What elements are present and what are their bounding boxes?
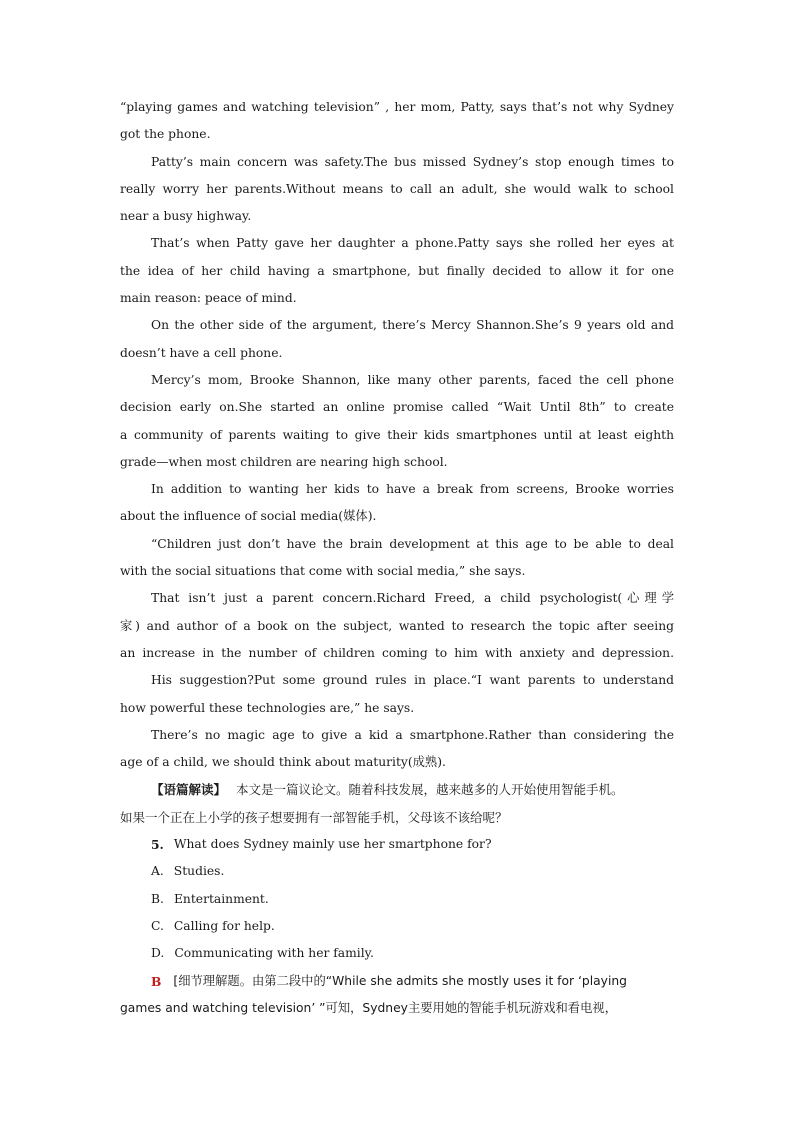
- analysis-line-1: [120, 776, 674, 803]
- passage-line-text: main reason: peace of mind.: [120, 291, 297, 306]
- passage-line: [120, 367, 674, 394]
- answer-line-2: [120, 995, 674, 1022]
- passage-line-text: There’s no magic age to give a kid a smartphone.Rather than considering the: [151, 727, 674, 742]
- passage-line: [120, 749, 674, 776]
- passage-line: [120, 722, 674, 749]
- option-key: A.: [151, 864, 164, 879]
- analysis-text: 本文是一篇议论文。随着科技发展，越来越多的人开始使用智能手机。: [236, 782, 624, 798]
- passage-line: [120, 449, 674, 476]
- passage-line: [120, 394, 674, 421]
- passage-line-text: In addition to wanting her kids to have a break from screens, Brooke worries: [151, 482, 674, 497]
- passage-line: [120, 585, 674, 612]
- option-a: [120, 858, 674, 885]
- passage-line: [120, 476, 674, 503]
- passage-line: [120, 695, 674, 722]
- option-text: Communicating with her family.: [174, 946, 374, 961]
- option-text: Studies.: [173, 864, 225, 879]
- passage-line: [120, 640, 674, 667]
- passage-line-text: doesn’t have a cell phone.: [120, 345, 283, 360]
- reading-passage: [120, 94, 674, 776]
- passage-line-text: On the other side of the argument, there’s Mercy Shannon.She’s 9 years old and: [151, 318, 674, 333]
- passage-line-text: an increase in the number of children coming to him with anxiety and depression.: [120, 645, 674, 660]
- passage-line-text: really worry her parents.Without means to call an adult, she would walk to school: [120, 181, 674, 196]
- passage-line-text: decision early on.She started an online promise called “Wait Until 8th” to create: [120, 400, 674, 415]
- passage-line: [120, 149, 674, 176]
- passage-line-text: 家) and author of a book on the subject, wanted to research the topic after seeing: [120, 618, 674, 633]
- passage-line-text: got the phone.: [120, 127, 211, 142]
- passage-line: [120, 203, 674, 230]
- answer-explanation-cont: games and watching television’ ”可知，Sydney主要用她的智能手机玩游戏和看电视，: [120, 1000, 617, 1015]
- passage-line-text: Patty’s main concern was safety.The bus missed Sydney’s stop enough times to: [151, 154, 674, 169]
- analysis-label: 【语篇解读】: [151, 782, 227, 798]
- passage-line: [120, 258, 674, 285]
- option-key: D.: [151, 946, 165, 961]
- passage-line-text: about the influence of social media(媒体).: [120, 509, 377, 524]
- passage-line-text: His suggestion?Put some ground rules in place.“I want parents to understand: [151, 673, 674, 688]
- passage-line: [120, 285, 674, 312]
- passage-line-text: the idea of her child having a smartphone, but finally decided to allow it for one: [120, 263, 674, 278]
- option-text: Calling for help.: [173, 918, 275, 933]
- passage-line-text: grade—when most children are nearing high school.: [120, 454, 448, 469]
- passage-line-text: That’s when Patty gave her daughter a phone.Patty says she rolled her eyes at: [151, 236, 674, 251]
- passage-line-text: a community of parents waiting to give their kids smartphones until at least eighth: [120, 427, 674, 442]
- passage-line-text: with the social situations that come with social media,” she says.: [120, 564, 526, 579]
- question-text: What does Sydney mainly use her smartphone for?: [173, 837, 492, 852]
- answer-line-1: [120, 968, 674, 995]
- question-stem: [120, 831, 674, 858]
- passage-line-text: “playing games and watching television” , her mom, Patty, says that’s not why Sydney: [120, 100, 674, 114]
- option-text: Entertainment.: [173, 891, 269, 906]
- option-d: [120, 940, 674, 967]
- question-number: 5.: [151, 837, 164, 853]
- analysis-text-cont: 如果一个正在上小学的孩子想要拥有一部智能手机，父母该不该给呢？: [120, 809, 508, 825]
- passage-line: [120, 422, 674, 449]
- option-c: [120, 913, 674, 940]
- passage-line: [120, 667, 674, 694]
- passage-line-text: how powerful these technologies are,” he says.: [120, 700, 415, 715]
- passage-line-text: That isn’t just a parent concern.Richard Freed, a child psychologist(心理学: [151, 591, 674, 606]
- passage-line: [120, 230, 674, 257]
- passage-line: [120, 94, 674, 121]
- passage-line: [120, 340, 674, 367]
- passage-line: [120, 531, 674, 558]
- passage-line: [120, 503, 674, 530]
- option-b: [120, 886, 674, 913]
- passage-line-text: near a busy highway.: [120, 209, 252, 224]
- passage-line: [120, 121, 674, 148]
- passage-line-text: “Children just don’t have the brain development at this age to be able to deal: [151, 536, 674, 551]
- passage-line-text: age of a child, we should think about maturity(成熟).: [120, 755, 446, 770]
- answer-key: B: [151, 973, 162, 989]
- answer-explanation: [细节理解题。由第二段中的“While she admits she mostly uses it for ‘playing: [173, 973, 627, 988]
- document-page: [120, 94, 674, 1022]
- passage-line: [120, 613, 674, 640]
- analysis-line-2: [120, 804, 674, 831]
- passage-line: [120, 312, 674, 339]
- option-key: B.: [151, 891, 164, 906]
- option-key: C.: [151, 918, 164, 933]
- passage-line-text: Mercy’s mom, Brooke Shannon, like many other parents, faced the cell phone: [151, 372, 674, 387]
- passage-line: [120, 176, 674, 203]
- passage-line: [120, 558, 674, 585]
